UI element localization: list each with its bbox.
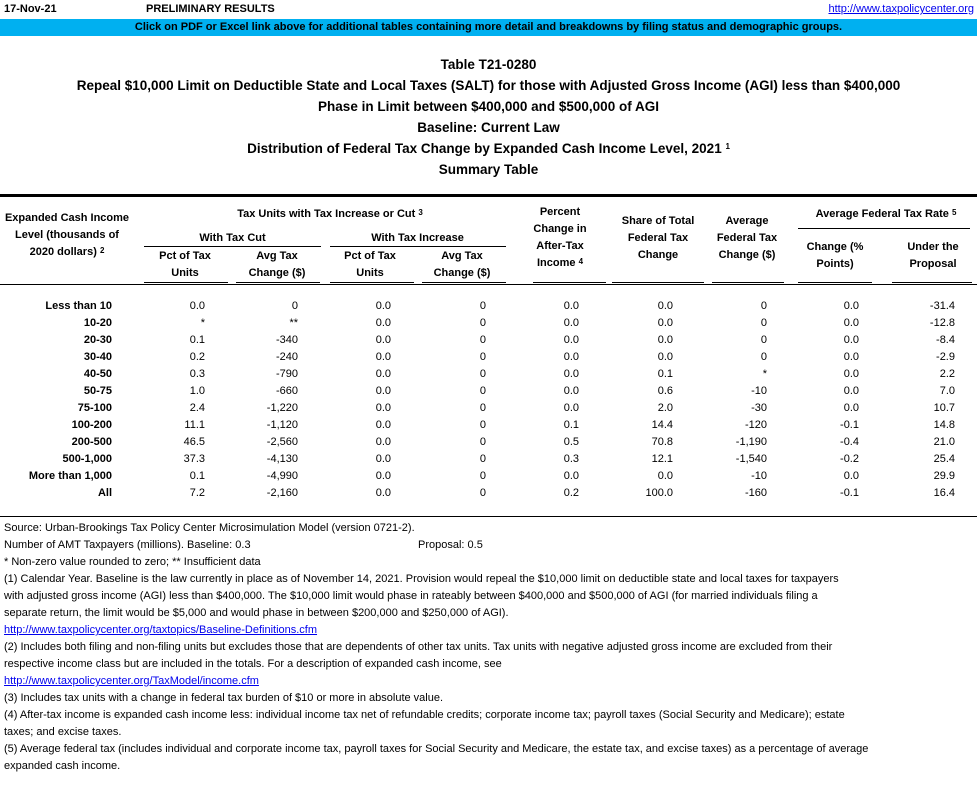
note-4-line-b: taxes; and excise taxes. — [4, 726, 122, 738]
cell-inc-pct: 0.0 — [375, 351, 391, 363]
title-line-1: Repeal $10,000 Limit on Deductible State and Local Taxes (SALT) for those with Adjusted Gross Income (AGI) less than $400,000 — [76, 78, 901, 93]
note-5-line-b: expanded cash income. — [4, 760, 121, 772]
header-text: Change ($) — [433, 267, 491, 279]
cell-rate-change: 0.0 — [843, 470, 859, 482]
note-4-line-a: (4) After-tax income is expanded cash income less: individual income tax net of refundable credits; corporate income tax; payroll taxes (Social Security and Medicare); estate — [4, 709, 845, 721]
header-avg-rate-group — [795, 206, 977, 223]
header-text: Change (% — [806, 241, 864, 253]
row-label: 40-50 — [83, 368, 112, 380]
row-label: 75-100 — [77, 402, 112, 414]
cell-cut-pct: 0.0 — [189, 300, 205, 312]
cell-inc-avg: 0 — [479, 368, 486, 380]
amt-baseline: Number of AMT Taxpayers (millions). Baseline: 0.3 — [4, 539, 251, 551]
header-text: Income — [536, 257, 576, 269]
cell-inc-avg: 0 — [479, 300, 486, 312]
cell-rate-under: -31.4 — [929, 300, 955, 312]
header-underline — [236, 282, 320, 283]
row-label: 50-75 — [83, 385, 112, 397]
cell-avg-change: 0 — [760, 351, 767, 363]
cell-rate-under: 7.0 — [939, 385, 955, 397]
cell-pct-change: 0.0 — [563, 317, 579, 329]
header-underline — [330, 246, 506, 247]
cell-inc-avg: 0 — [479, 385, 486, 397]
cell-avg-change: -1,190 — [735, 436, 767, 448]
cell-avg-change: 0 — [760, 300, 767, 312]
header-underline — [330, 282, 414, 283]
header-text: Avg Tax — [256, 250, 298, 262]
cell-pct-change: 0.0 — [563, 351, 579, 363]
cell-pct-change: 0.0 — [563, 300, 579, 312]
amt-proposal: Proposal: 0.5 — [418, 539, 483, 551]
baseline-definitions-link[interactable]: http://www.taxpolicycenter.org/taxtopics/Baseline-Definitions.cfm — [4, 624, 318, 636]
header-bottom-rule — [0, 284, 977, 285]
title-line-5: Summary Table — [438, 162, 539, 177]
table-bottom-rule — [0, 516, 977, 517]
cell-cut-avg: -790 — [275, 368, 298, 380]
header-underline — [144, 246, 321, 247]
header-text: Federal Tax — [627, 232, 689, 244]
cell-inc-avg: 0 — [479, 402, 486, 414]
cell-inc-pct: 0.0 — [375, 487, 391, 499]
cell-cut-pct: 0.2 — [189, 351, 205, 363]
cell-inc-avg: 0 — [479, 487, 486, 499]
cell-share: 2.0 — [657, 402, 673, 414]
cell-avg-change: -10 — [751, 385, 767, 397]
cell-avg-change: -10 — [751, 470, 767, 482]
cell-share: 100.0 — [645, 487, 673, 499]
cell-inc-pct: 0.0 — [375, 402, 391, 414]
cell-inc-pct: 0.0 — [375, 368, 391, 380]
header-underline — [798, 228, 970, 229]
cell-cut-avg: -1,220 — [266, 402, 298, 414]
cell-rate-under: 21.0 — [933, 436, 955, 448]
row-label: 20-30 — [83, 334, 112, 346]
cell-pct-change: 0.0 — [563, 368, 579, 380]
footnote-ref: 4 — [578, 257, 584, 266]
header-text: Change ($) — [248, 267, 306, 279]
row-label: More than 1,000 — [28, 470, 112, 482]
cell-inc-pct: 0.0 — [375, 419, 391, 431]
cell-pct-change: 0.2 — [563, 487, 579, 499]
cell-pct-change: 0.1 — [563, 419, 579, 431]
cell-share: 0.0 — [657, 334, 673, 346]
header-cut-pct — [140, 248, 230, 282]
header-text: Change — [637, 249, 679, 261]
cell-inc-pct: 0.0 — [375, 436, 391, 448]
footnotes — [4, 520, 974, 775]
row-label: 500-1,000 — [62, 453, 112, 465]
cell-pct-change: 0.0 — [563, 334, 579, 346]
header-text: Average Federal Tax Rate — [815, 208, 949, 220]
row-label: All — [97, 487, 112, 499]
header-inc-avg — [417, 248, 507, 282]
table-id: Table T21-0280 — [440, 57, 537, 72]
title-line-4-text: Distribution of Federal Tax Change by Expanded Cash Income Level, 2021 — [247, 141, 722, 156]
header-cut-avg — [232, 248, 322, 282]
cell-avg-change: * — [762, 368, 767, 380]
tpc-link[interactable]: http://www.taxpolicycenter.org — [828, 3, 974, 15]
cell-share: 0.0 — [657, 351, 673, 363]
header-underline — [422, 282, 506, 283]
cell-inc-avg: 0 — [479, 317, 486, 329]
cell-cut-avg: -4,990 — [266, 470, 298, 482]
cell-inc-avg: 0 — [479, 436, 486, 448]
cell-cut-avg: -240 — [275, 351, 298, 363]
title-line-4 — [0, 138, 977, 159]
cell-avg-change: -120 — [744, 419, 767, 431]
cell-rate-under: 10.7 — [933, 402, 955, 414]
header-rate-change — [795, 239, 875, 273]
cell-rate-under: 25.4 — [933, 453, 955, 465]
cell-cut-pct: 46.5 — [183, 436, 205, 448]
cell-cut-avg: -660 — [275, 385, 298, 397]
cell-inc-avg: 0 — [479, 419, 486, 431]
header-text: Average — [725, 215, 769, 227]
table-top-rule — [0, 194, 977, 197]
title-block — [0, 54, 977, 180]
status-label: PRELIMINARY RESULTS — [146, 3, 275, 15]
cell-rate-change: 0.0 — [843, 334, 859, 346]
cell-inc-pct: 0.0 — [375, 385, 391, 397]
header-income-level — [0, 210, 134, 261]
info-banner: Click on PDF or Excel link above for additional tables containing more detail and breakdowns by filing status and demographic groups. — [0, 19, 977, 36]
cell-cut-pct: * — [200, 317, 205, 329]
header-text: Pct of Tax — [344, 250, 396, 262]
cell-avg-change: -30 — [751, 402, 767, 414]
header-avg-fed-change — [708, 213, 786, 264]
footnote-ref: 1 — [725, 142, 730, 151]
header-text: Avg Tax — [441, 250, 483, 262]
header-text: Change in — [533, 223, 587, 235]
cell-cut-avg: -2,560 — [266, 436, 298, 448]
note-1-line-a: (1) Calendar Year. Baseline is the law currently in place as of November 14, 2021. Provision would repeal the $10,000 limit on deductible state and local taxes for taxpayers — [4, 573, 839, 585]
cell-inc-avg: 0 — [479, 470, 486, 482]
cell-rate-change: -0.1 — [840, 419, 859, 431]
cell-share: 0.0 — [657, 317, 673, 329]
cell-pct-change: 0.0 — [563, 385, 579, 397]
header-with-increase: With Tax Increase — [371, 232, 464, 244]
cell-share: 0.1 — [657, 368, 673, 380]
cell-inc-avg: 0 — [479, 351, 486, 363]
cell-rate-under: 2.2 — [939, 368, 955, 380]
cell-rate-change: 0.0 — [843, 317, 859, 329]
row-label: 200-500 — [71, 436, 112, 448]
header-tax-units-group — [140, 206, 520, 223]
cell-rate-change: 0.0 — [843, 385, 859, 397]
cell-cut-avg: 0 — [291, 300, 298, 312]
cell-avg-change: -1,540 — [735, 453, 767, 465]
cell-cut-pct: 0.1 — [189, 470, 205, 482]
row-label: 100-200 — [71, 419, 112, 431]
cell-share: 0.0 — [657, 470, 673, 482]
cell-pct-change: 0.5 — [563, 436, 579, 448]
note-3: (3) Includes tax units with a change in federal tax burden of $10 or more in absolute value. — [4, 692, 444, 704]
header-rate-under — [888, 239, 977, 273]
cell-rate-change: 0.0 — [843, 402, 859, 414]
cell-inc-pct: 0.0 — [375, 470, 391, 482]
header-text: Points) — [816, 258, 854, 270]
header-text: Share of Total — [621, 215, 695, 227]
header-share — [608, 213, 708, 264]
cell-inc-avg: 0 — [479, 453, 486, 465]
note-5-line-a: (5) Average federal tax (includes individual and corporate income tax, payroll taxes for Social Security and Medicare, the estate tax, and excise taxes) as a percentage of average — [4, 743, 869, 755]
header-text: Level (thousands of — [15, 229, 119, 241]
cell-share: 0.0 — [657, 300, 673, 312]
top-bar — [0, 0, 977, 20]
header-pct-change — [528, 204, 592, 272]
cell-cut-avg: -340 — [275, 334, 298, 346]
header-text: 2020 dollars) — [29, 246, 97, 258]
cell-avg-change: -160 — [744, 487, 767, 499]
cell-pct-change: 0.3 — [563, 453, 579, 465]
header-text: Proposal — [909, 258, 957, 270]
title-line-2: Phase in Limit between $400,000 and $500,000 of AGI — [318, 99, 659, 114]
note-1-line-b: with adjusted gross income (AGI) less than $400,000. The $10,000 limit would phase in rateably between $400,000 and $500,000 of AGI (for married individuals filing a — [4, 590, 818, 602]
cell-inc-pct: 0.0 — [375, 334, 391, 346]
header-underline — [612, 282, 704, 283]
header-text — [0, 244, 134, 261]
row-label: Less than 10 — [45, 300, 112, 312]
cell-cut-avg: ** — [289, 317, 298, 329]
cell-rate-under: 16.4 — [933, 487, 955, 499]
row-label: 30-40 — [83, 351, 112, 363]
cell-cut-avg: -1,120 — [266, 419, 298, 431]
report-date: 17-Nov-21 — [4, 3, 57, 15]
header-text: Percent — [539, 206, 581, 218]
header-text — [528, 255, 592, 272]
note-2-line-b: respective income class but are included in the totals. For a description of expanded cash income, see — [4, 658, 502, 670]
cell-cut-pct: 37.3 — [183, 453, 205, 465]
cell-rate-under: -2.9 — [936, 351, 955, 363]
cell-cut-pct: 7.2 — [189, 487, 205, 499]
cell-cut-avg: -2,160 — [266, 487, 298, 499]
cell-avg-change: 0 — [760, 334, 767, 346]
cell-rate-change: 0.0 — [843, 300, 859, 312]
footnote-ref: 5 — [951, 208, 957, 217]
cell-rate-under: 14.8 — [933, 419, 955, 431]
header-underline — [712, 282, 784, 283]
cell-cut-pct: 0.1 — [189, 334, 205, 346]
cell-inc-pct: 0.0 — [375, 453, 391, 465]
header-text: Expanded Cash Income — [4, 212, 130, 224]
cell-rate-change: -0.4 — [840, 436, 859, 448]
header-text: Tax Units with Tax Increase or Cut — [237, 208, 416, 220]
cell-cut-pct: 0.3 — [189, 368, 205, 380]
cell-inc-avg: 0 — [479, 334, 486, 346]
cell-inc-pct: 0.0 — [375, 300, 391, 312]
cell-share: 0.6 — [657, 385, 673, 397]
cell-rate-change: -0.2 — [840, 453, 859, 465]
amt-note — [4, 537, 974, 554]
cell-cut-pct: 1.0 — [189, 385, 205, 397]
cell-rate-change: 0.0 — [843, 368, 859, 380]
cell-cut-pct: 2.4 — [189, 402, 205, 414]
cell-avg-change: 0 — [760, 317, 767, 329]
header-with-cut: With Tax Cut — [199, 232, 266, 244]
cell-rate-under: -12.8 — [929, 317, 955, 329]
cell-share: 70.8 — [651, 436, 673, 448]
header-underline — [798, 282, 872, 283]
cell-rate-change: 0.0 — [843, 351, 859, 363]
header-underline — [533, 282, 606, 283]
nonzero-note: * Non-zero value rounded to zero; ** Insufficient data — [4, 556, 261, 568]
note-1-line-c: separate return, the limit would be $5,000 and would phase in between $200,000 and $250,000 of AGI). — [4, 607, 509, 619]
header-underline — [144, 282, 228, 283]
footnote-ref: 3 — [418, 208, 423, 217]
header-text: Units — [356, 267, 384, 279]
header-text: Under the — [907, 241, 959, 253]
row-label: 10-20 — [83, 317, 112, 329]
header-text: Change ($) — [718, 249, 776, 261]
source-note: Source: Urban-Brookings Tax Policy Center Microsimulation Model (version 0721-2). — [4, 522, 415, 534]
header-text: Units — [171, 267, 199, 279]
header-inc-pct — [325, 248, 415, 282]
title-line-3: Baseline: Current Law — [417, 120, 560, 135]
cell-cut-avg: -4,130 — [266, 453, 298, 465]
cell-inc-pct: 0.0 — [375, 317, 391, 329]
income-definition-link[interactable]: http://www.taxpolicycenter.org/TaxModel/income.cfm — [4, 675, 259, 687]
cell-cut-pct: 11.1 — [184, 419, 205, 431]
note-2-line-a: (2) Includes both filing and non-filing units but excludes those that are dependents of other tax units. Tax units with negative adjusted gross income are excluded from their — [4, 641, 833, 653]
cell-rate-under: -8.4 — [936, 334, 955, 346]
header-text: After-Tax — [536, 240, 584, 252]
cell-pct-change: 0.0 — [563, 470, 579, 482]
footnote-ref: 2 — [99, 246, 105, 255]
cell-pct-change: 0.0 — [563, 402, 579, 414]
header-text: Pct of Tax — [159, 250, 211, 262]
cell-rate-under: 29.9 — [933, 470, 955, 482]
header-text: Federal Tax — [716, 232, 778, 244]
cell-share: 14.4 — [651, 419, 673, 431]
cell-rate-change: -0.1 — [840, 487, 859, 499]
cell-share: 12.1 — [651, 453, 673, 465]
header-underline — [892, 282, 972, 283]
